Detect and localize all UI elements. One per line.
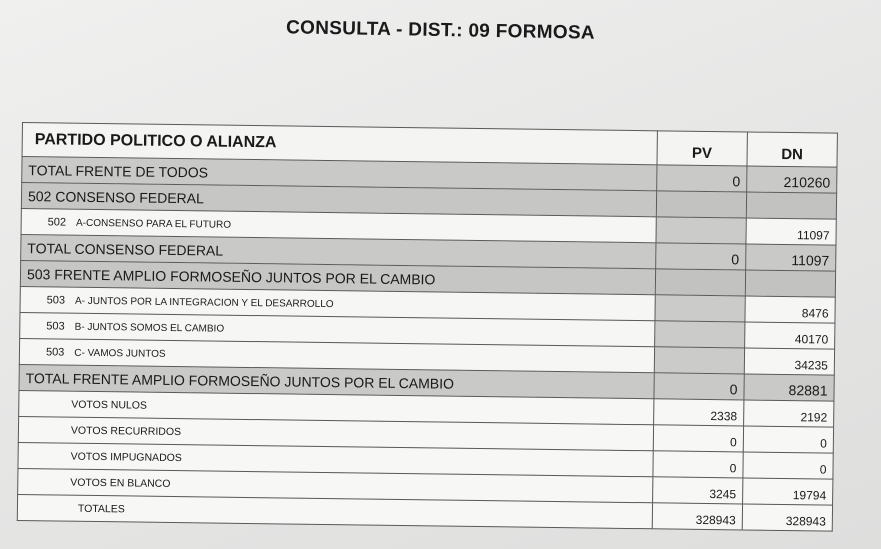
dn-value: 82881 bbox=[744, 374, 834, 401]
dn-value: 2192 bbox=[743, 400, 833, 427]
pv-value: 2338 bbox=[653, 399, 743, 426]
pv-value: 0 bbox=[653, 451, 743, 478]
row-label: TOTAL CONSENSO FEDERAL bbox=[21, 234, 656, 268]
results-table bbox=[17, 122, 838, 532]
pv-value: 0 bbox=[656, 165, 746, 192]
dn-value: 210260 bbox=[747, 166, 837, 193]
dn-value: 40170 bbox=[744, 322, 834, 349]
pv-value bbox=[655, 295, 745, 322]
party-code: 502 bbox=[47, 215, 67, 229]
pv-value: 0 bbox=[655, 243, 745, 270]
results-sheet bbox=[17, 122, 838, 535]
row-label: B- JUNTOS SOMOS EL CAMBIO bbox=[74, 321, 225, 335]
row-label: TOTALES bbox=[17, 494, 652, 528]
dn-value: 11097 bbox=[746, 218, 836, 245]
pv-value bbox=[656, 191, 746, 218]
page-title: CONSULTA - DIST.: 09 FORMOSA bbox=[285, 17, 596, 44]
row-label: 502 CONSENSO FEDERAL bbox=[21, 183, 656, 217]
row-label: VOTOS NULOS bbox=[19, 390, 654, 424]
pv-value bbox=[656, 217, 746, 244]
column-header-party: PARTIDO POLITICO O ALIANZA bbox=[22, 123, 657, 165]
row-label: TOTAL FRENTE DE TODOS bbox=[22, 157, 657, 191]
row-label: VOTOS IMPUGNADOS bbox=[18, 442, 653, 476]
pv-value bbox=[654, 347, 744, 374]
row-label: TOTAL FRENTE AMPLIO FORMOSEÑO JUNTOS POR EL CAMBIO bbox=[19, 364, 654, 398]
dn-value: 328943 bbox=[742, 504, 832, 531]
pv-value: 3245 bbox=[652, 477, 742, 504]
party-code: 503 bbox=[46, 319, 65, 333]
row-label: C- VAMOS JUNTOS bbox=[74, 347, 166, 360]
dn-value: 8476 bbox=[745, 296, 835, 323]
row-label: VOTOS EN BLANCO bbox=[18, 468, 653, 502]
column-header-dn: DN bbox=[747, 132, 838, 167]
column-header-pv: PV bbox=[657, 131, 748, 166]
party-code: 503 bbox=[45, 345, 65, 359]
dn-value: 0 bbox=[743, 452, 833, 479]
pv-value bbox=[655, 269, 745, 296]
pv-value bbox=[654, 321, 744, 348]
dn-value: 19794 bbox=[742, 478, 832, 505]
row-label: 503 FRENTE AMPLIO FORMOSEÑO JUNTOS POR EL CAMBIO bbox=[20, 260, 655, 294]
pv-value: 328943 bbox=[652, 503, 742, 530]
row-label: A-CONSENSO PARA EL FUTURO bbox=[75, 217, 232, 231]
dn-value bbox=[746, 192, 836, 219]
party-code: 503 bbox=[46, 293, 66, 307]
pv-value: 0 bbox=[654, 373, 744, 400]
row-label: VOTOS RECURRIDOS bbox=[18, 416, 653, 450]
dn-value: 34235 bbox=[744, 348, 834, 375]
row-label: A- JUNTOS POR LA INTEGRACION Y EL DESARROLLO bbox=[74, 295, 334, 310]
dn-value: 0 bbox=[743, 426, 833, 453]
dn-value: 11097 bbox=[746, 244, 836, 271]
pv-value: 0 bbox=[653, 425, 743, 452]
dn-value bbox=[745, 270, 835, 297]
